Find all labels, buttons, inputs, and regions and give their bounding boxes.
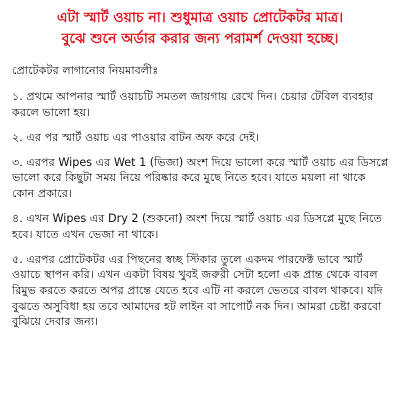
step-1: ১. প্রথমে আপনার স্মার্ট ওয়াচটি সমতল জায়গায় রেখে দিন। চেয়ার টেবিল ব্যবহার করলে ভালো হয়। bbox=[12, 90, 374, 119]
warning-notice bbox=[10, 8, 390, 50]
warning-line-2: বুঝে শুনে অর্ডার করার জন্য পরামর্শ দেওয়া হচ্ছে। bbox=[61, 31, 339, 47]
warning-line-1: এটা স্মার্ট ওয়াচ না। শুধুমাত্র ওয়াচ প্রোটেকটর মাত্র। bbox=[56, 10, 344, 26]
step-2: ২. এর পর স্মার্ট ওয়াচ এর পাওয়ার বাটন অফ করে দেই। bbox=[12, 130, 259, 144]
instructions-heading: প্রোটেকটর লাগানোর নিয়মাবলীঃ bbox=[12, 64, 159, 77]
step-4: ৪. এখন Wipes এর Dry 2 (শুকনো) অংশ দিয়ে স্মার্ট ওয়াচ এর ডিসপ্লে মুছে নিতে হবে। যাতে এখন ভেজা না থাকে। bbox=[12, 212, 382, 241]
instruction-steps bbox=[10, 89, 390, 330]
step-5: ৫. এরপর প্রোটেকটর এর পিছনের স্বচ্ছ স্টিকার তুলে একদম পারফেক্ট ভাবে স্মার্ট ওয়াচে স্থাপন করি। এখন একটা বিষয় খুবই জরুরী সেটা হলো এক প্রান্ত থেকে বাবল রিমুভ করতে করতে অপর প্রান্তে যেতে হবে এটি না করলে ভেতরে বাবল থাকবে। যদি বুঝতে অসুবিধা হয় তবে আমাদের হট লাইন বা সাপোর্ট নক দিন। আমরা চেষ্টা করবো বুঝিয়ে দেবার জন্য। bbox=[12, 252, 383, 329]
step-3: ৩. এরপর Wipes এর Wet 1 (ভিজা) অংশ দিয়ে ভালো করে স্মার্ট ওয়াচ এর ডিসপ্লে ভালো করে কিছুটা সময় নিয়ে পরিষ্কার করে মুছে নিতে হবে। যাতে ময়লা না থাকে কোন প্রকারে। bbox=[12, 155, 389, 200]
